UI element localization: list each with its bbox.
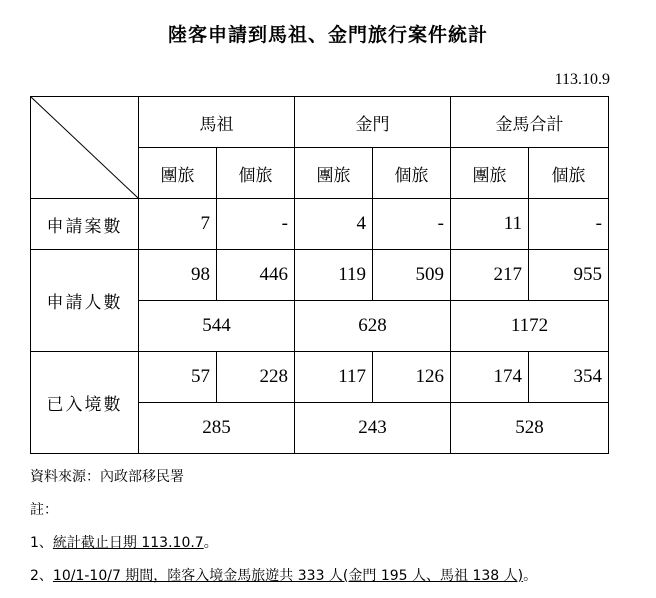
table-cell: 117	[295, 352, 373, 403]
note-2-text: 10/1-10/7 期間，陸客入境金馬旅遊共 333 人(金門 195 人、馬祖 138 人)	[52, 568, 524, 584]
table-cell: 217	[451, 250, 529, 301]
diagonal-line	[31, 97, 138, 198]
table-cell: 446	[217, 250, 295, 301]
header-mazu: 馬祖	[139, 97, 295, 148]
note-1-text: 統計截止日期 113.10.7	[52, 535, 204, 551]
statistics-table	[30, 96, 609, 454]
note-1-prefix: 1、	[30, 535, 53, 551]
sub-header-individual: 個旅	[529, 148, 609, 199]
total-cell: 528	[451, 403, 609, 454]
total-cell: 628	[295, 301, 451, 352]
table-cell: 174	[451, 352, 529, 403]
total-cell: 243	[295, 403, 451, 454]
row-label-applicants: 申請人數	[31, 250, 139, 352]
applications-row	[31, 199, 609, 250]
note-1	[30, 532, 537, 552]
table-cell: 57	[139, 352, 217, 403]
table-cell: -	[373, 199, 451, 250]
table-cell: 126	[373, 352, 451, 403]
notes-section	[30, 466, 537, 598]
entered-row	[31, 352, 609, 403]
table-cell: 11	[451, 199, 529, 250]
row-label-entered: 已入境數	[31, 352, 139, 454]
table-cell: 228	[217, 352, 295, 403]
notes-header: 註：	[30, 502, 58, 518]
note-1-suffix: 。	[203, 535, 218, 551]
sub-header-group: 團旅	[295, 148, 373, 199]
header-total: 金馬合計	[451, 97, 609, 148]
note-2	[30, 565, 537, 585]
source-text: 資料來源：內政部移民署	[30, 469, 184, 485]
table-cell: 7	[139, 199, 217, 250]
table-cell: -	[217, 199, 295, 250]
page-title: 陸客申請到馬祖、金門旅行案件統計	[167, 24, 488, 46]
table-cell: 119	[295, 250, 373, 301]
table-cell: 509	[373, 250, 451, 301]
total-cell: 1172	[451, 301, 609, 352]
header-kinmen: 金門	[295, 97, 451, 148]
table-cell: 4	[295, 199, 373, 250]
total-cell: 544	[139, 301, 295, 352]
note-2-suffix: 。	[523, 568, 538, 584]
sub-header-group: 團旅	[139, 148, 217, 199]
table-cell: 98	[139, 250, 217, 301]
sub-header-individual: 個旅	[373, 148, 451, 199]
sub-header-group: 團旅	[451, 148, 529, 199]
sub-header-individual: 個旅	[217, 148, 295, 199]
applicants-row	[31, 250, 609, 301]
diagonal-corner-cell	[31, 97, 139, 199]
note-2-prefix: 2、	[30, 568, 53, 584]
total-cell: 285	[139, 403, 295, 454]
group-header-row	[31, 97, 609, 148]
row-label-applications: 申請案數	[31, 199, 139, 250]
table-cell: 955	[529, 250, 609, 301]
table-cell: 354	[529, 352, 609, 403]
report-date: 113.10.9	[554, 71, 610, 88]
table-cell: -	[529, 199, 609, 250]
